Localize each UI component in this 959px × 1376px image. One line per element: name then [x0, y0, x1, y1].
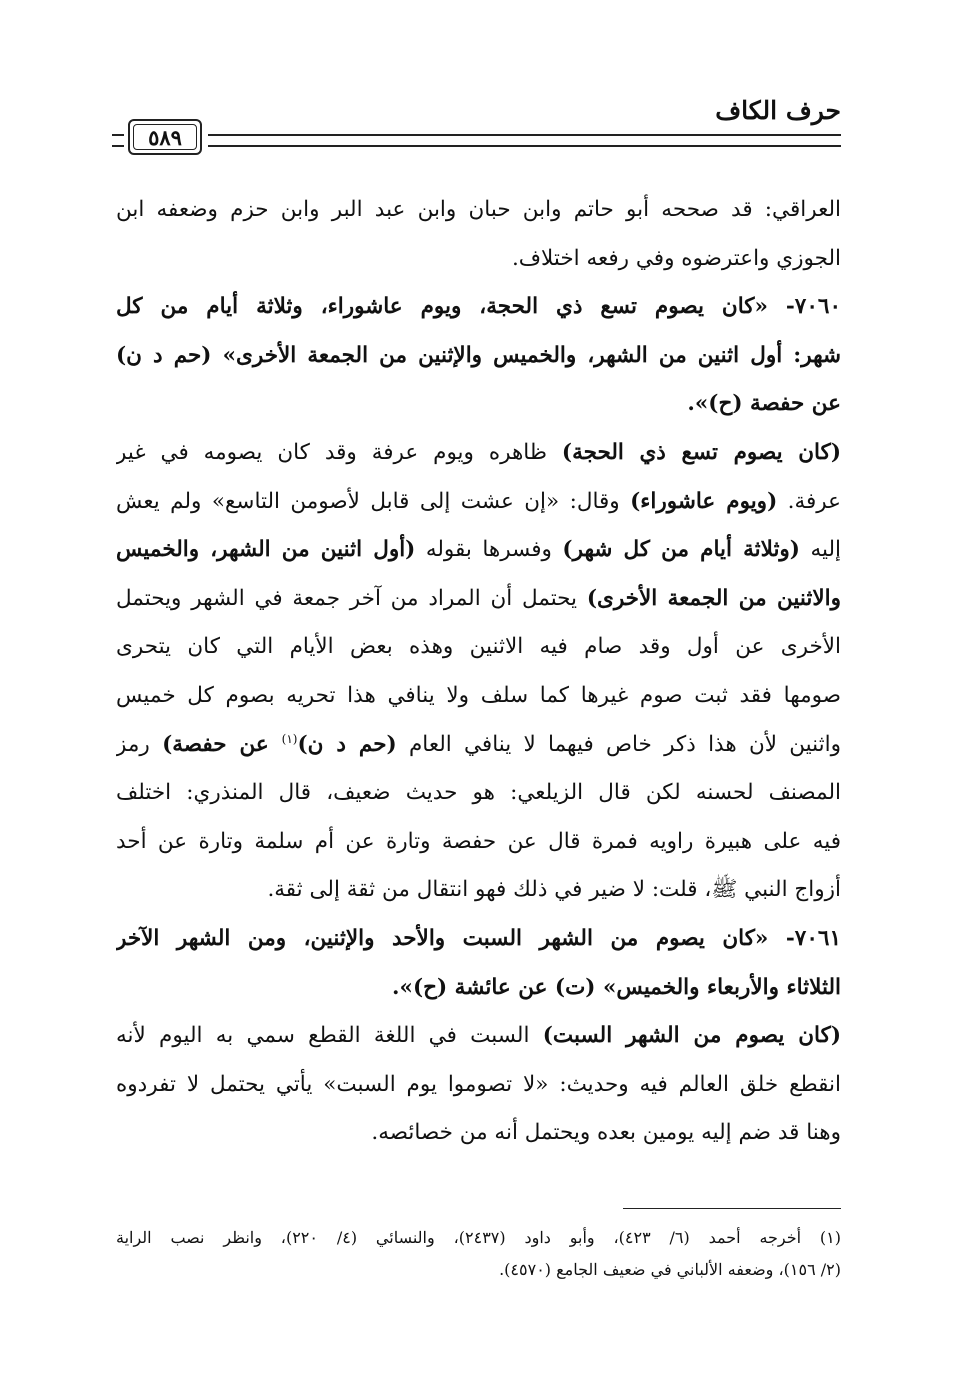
text-segment: يحتمل أن المراد من آخر جمعة في الشهر ويحتمل	[116, 585, 587, 611]
text-line	[116, 721, 841, 770]
bold-text: (ويوم عاشوراء)	[630, 488, 778, 514]
bold-text: عن حفصة (ح)».	[687, 391, 841, 417]
bold-text: (وثلاثة أيام من كل شهر)	[562, 537, 800, 563]
text-line	[116, 283, 841, 332]
text-line	[116, 866, 841, 915]
page-number: ٥٨٩	[148, 125, 182, 150]
bold-text: شهر: أول اثنين من الشهر، والخميس والإثنين من الجمعة الأخرى» (حم د ن)	[116, 342, 841, 368]
text-segment: المصنف لحسنه لكن قال الزيلعي: هو حديث ضعيف، قال المنذري: اختلف	[116, 780, 841, 806]
text-segment: وهنا قد ضم إليه يومين بعده ويحتمل أنه من خصائصه.	[371, 1120, 841, 1146]
text-segment: إليه	[799, 537, 841, 563]
bold-text: عن حفصة)	[162, 731, 282, 757]
chapter-title: حرف الكاف	[715, 96, 841, 125]
text-line	[116, 429, 841, 478]
footnotes	[116, 1222, 841, 1286]
text-segment: صومها فقد ثبت صوم غيرها كما سلف ولا ينافي هذا تحريه بصوم كل خميس	[116, 682, 841, 708]
text-line	[116, 526, 841, 575]
text-line	[116, 1061, 841, 1110]
bold-text: (كان يصوم تسع ذي الحجة)	[561, 439, 841, 465]
text-line	[116, 186, 841, 235]
text-segment: فيه على هبيرة راويه فمرة قال عن حفصة وتارة عن أم سلمة وتارة عن أحد	[116, 828, 841, 854]
bold-text: والاثنين من الجمعة الأخرى)	[586, 585, 841, 611]
text-line	[116, 818, 841, 867]
text-line	[116, 964, 841, 1013]
main-text	[116, 186, 841, 1158]
bold-text: (أول اثنين من الشهر، والخميس	[116, 537, 416, 563]
text-line	[116, 478, 841, 527]
header-rule-end-mark	[112, 134, 124, 147]
text-segment: الجوزي واعترضوه وفي رفعه اختلاف.	[511, 245, 841, 271]
bold-text: (كان يصوم من الشهر السبت)	[542, 1023, 841, 1049]
page-number-frame	[128, 119, 202, 155]
text-line	[116, 915, 841, 964]
text-line	[116, 235, 841, 284]
footnote-line: (١) أخرجه أحمد (٦/ ٤٢٣)، وأبو داود (٢٤٣٧)، والنسائي (٤/ ٢٢٠)، وانظر نصب الراية	[116, 1228, 841, 1247]
text-line	[116, 623, 841, 672]
text-segment: رمز	[116, 731, 163, 757]
text-line	[116, 672, 841, 721]
text-segment: انقطع خلق العالم فيه وحديث: «لا تصوموا يوم السبت» يأتي يحتمل لا تفردوه	[116, 1071, 841, 1097]
text-segment: ظاهره ويوم عرفة وقد كان يصومه في غير	[116, 439, 562, 465]
text-line	[116, 769, 841, 818]
text-line	[116, 1012, 841, 1061]
text-segment: الأخرى عن أول وقد صام فيه الاثنين وهذه بعض الأيام التي كان يتحرى	[116, 634, 841, 660]
header-double-rule	[208, 134, 841, 147]
text-segment: أزواج النبي ﷺ، قلت: لا ضير في ذلك فهو انتقال من ثقة إلى ثقة.	[267, 877, 841, 903]
text-segment: واثنين لأن هذا ذكر خاص فيهما لا ينافي العام	[396, 731, 841, 757]
text-line	[116, 380, 841, 429]
text-line	[116, 575, 841, 624]
footnote-separator	[623, 1208, 841, 1209]
text-segment: وقال: «إن عشت إلى قابل لأصومن التاسع» ولم يعش	[116, 488, 631, 514]
bold-text: ٧٠٦١- «كان يصوم من الشهر السبت والأحد والإثنين، ومن الشهر الآخر	[116, 925, 841, 951]
text-line	[116, 332, 841, 381]
text-segment: عرفة.	[777, 488, 841, 514]
text-line	[116, 1109, 841, 1158]
text-segment: العراقي: قد صححه أبو حاتم وابن حبان وابن عبد البر وابن حزم وضعفه ابن	[116, 197, 841, 222]
bold-text: الثلاثاء والأربعاء والخميس» (ت) عن عائشة (ح)».	[392, 974, 841, 1000]
bold-text: ٧٠٦٠- «كان يصوم تسع ذي الحجة، ويوم عاشوراء، وثلاثة أيام من كل	[116, 294, 841, 320]
bold-text: (حم د ن)	[297, 731, 397, 757]
text-segment: السبت في اللغة القطع سمي به اليوم لأنه	[116, 1023, 543, 1049]
footnote-marker: (١)	[281, 731, 298, 746]
text-segment: وفسرها بقوله	[415, 537, 563, 563]
footnote-line: (٢/ ١٥٦)، وضعفه الألباني في ضعيف الجامع (٤٥٧٠).	[499, 1260, 841, 1279]
